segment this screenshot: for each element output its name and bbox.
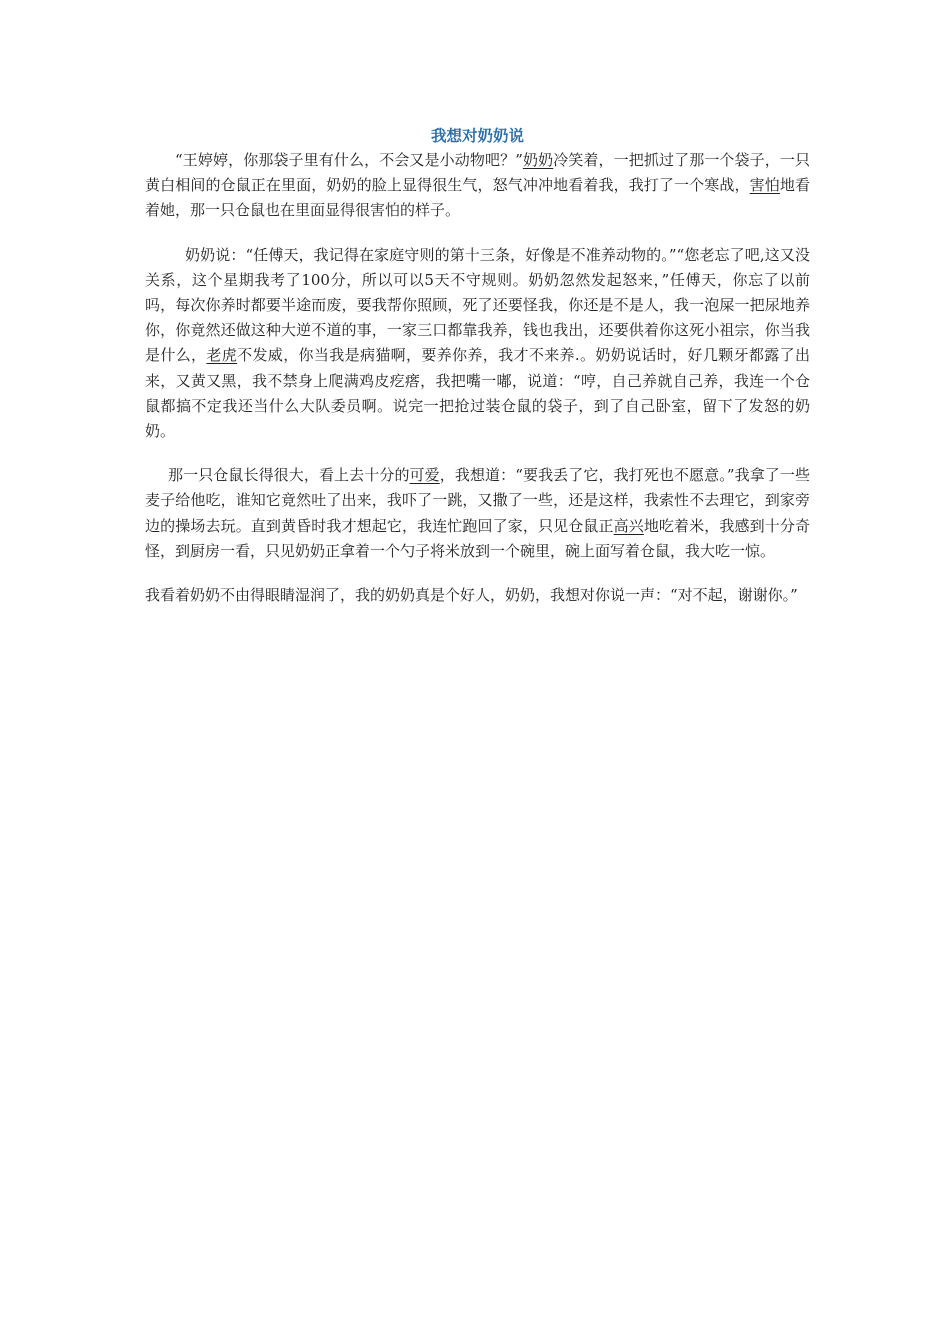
text-run: 地吃着米，我感到十分奇怪，到厨房一看，只见奶奶正拿着一个勺子将米放到一个碗里，碗上面写着仓鼠，我大吃一惊。 <box>145 516 810 560</box>
underlined-word: 奶奶 <box>522 151 554 169</box>
text-run: 我看着奶奶不由得眼睛湿润了，我的奶奶真是个好人，奶奶，我想对你说一声：“对不起，谢谢你。” <box>145 586 798 605</box>
underlined-word: 高兴 <box>613 516 644 535</box>
text-run: 地看着她，那一只仓鼠也在里面显得很害怕的样子。 <box>145 176 810 220</box>
document-body <box>145 124 810 608</box>
document-title: 我想对奶奶说 <box>430 126 524 145</box>
paragraph-2 <box>145 243 810 445</box>
paragraph-3 <box>145 463 810 564</box>
text-run: ，我想道：“要我丢了它，我打死也不愿意。”我拿了一些麦子给他吃，谁知它竟然吐了出来，我吓了一跳，又撒了一些，还是这样，我索性不去理它，到家旁边的操场去玩。直到黄昏时我才想起它，我连忙跑回了家，只见仓鼠正 <box>145 466 810 535</box>
paragraph-1 <box>145 148 810 224</box>
text-run: 不发威，你当我是病猫啊，要养你养，我才不来养.。奶奶说话时，好几颗牙都露了出来，又黄又黑，我不禁身上爬满鸡皮疙瘩，我把嘴一嘟，说道：“哼，自己养就自己养，我连一个仓鼠都搞不定我还当什么大队委员啊。说完一把抢过装仓鼠的袋子，到了自己卧室，留下了发怒的奶奶。 <box>145 346 810 441</box>
text-run: 奶奶说：“任傅天，我记得在家庭守则的第十三条，好像是不准养动物的。”“您老忘了吧,这又没关系，这个星期我考了100分，所以可以5天不守规则。奶奶忽然发起怒来，”任傅天，你忘了以前吗，每次你养时都要半途而废，要我帮你照顾，死了还要怪我，你还是不是人，我一泡屎一把尿地养你，你竟然还做这种大逆不道的事，一家三口都靠我养，钱也我出，还要供着你这死小祖宗，你当我是什么， <box>145 245 810 365</box>
underlined-word: 可爱 <box>409 466 440 485</box>
paragraph-4 <box>145 583 810 608</box>
text-run: 那一只仓鼠长得很大，看上去十分的 <box>168 466 410 485</box>
underlined-word: 老虎 <box>206 346 238 365</box>
underlined-word: 害怕 <box>749 176 780 195</box>
text-run: 冷笑着，一把抓过了那一个袋子，一只黄白相间的仓鼠正在里面，奶奶的脸上显得很生气，怒气冲冲地看着我，我打了一个寒战， <box>145 151 810 195</box>
text-run: “王婷婷，你那袋子里有什么，不会又是小动物吧？” <box>175 151 523 169</box>
